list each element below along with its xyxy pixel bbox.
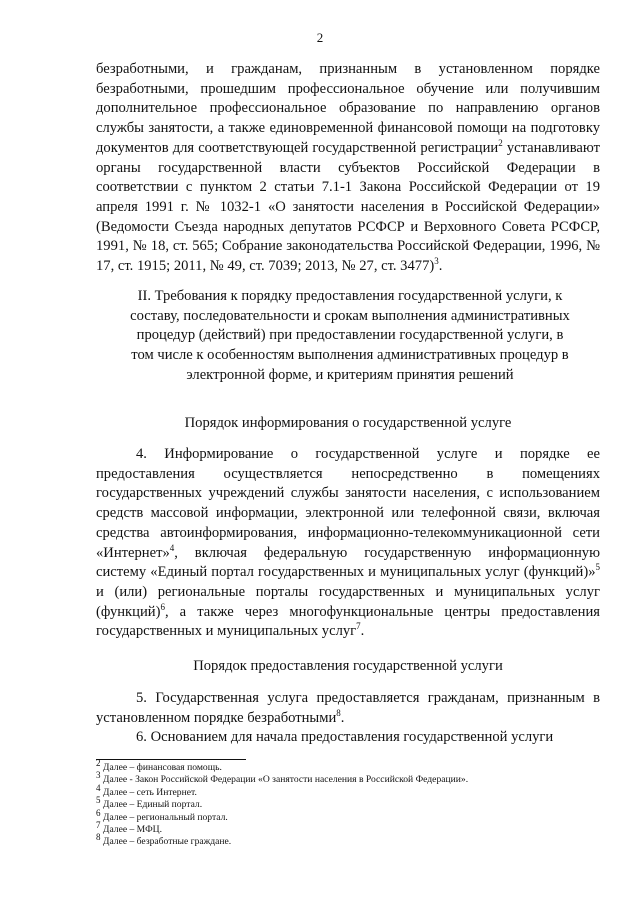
paragraph-4 xyxy=(96,445,600,642)
footnote-ref-8[interactable]: 8 xyxy=(336,707,341,718)
footnotes-list xyxy=(96,757,600,849)
paragraph-5-text: 5. Государственная услуга предоставляется гражданам, признанным в установленном порядке безработными xyxy=(96,690,600,726)
footnote-text: Далее – региональный портал. xyxy=(100,811,228,823)
paragraph-4-part-c: и (или) региональные порталы государственных и муниципальных услуг (функций) xyxy=(96,583,600,620)
footnote-ref-6[interactable]: 6 xyxy=(160,601,165,612)
footnote-ref-3[interactable]: 3 xyxy=(434,256,439,267)
footnote-ref-7[interactable]: 7 xyxy=(356,621,361,632)
footnote-4 xyxy=(96,782,600,799)
footnote-ref-4[interactable]: 4 xyxy=(169,542,175,553)
subheading-providing: Порядок предоставления государственной услуги xyxy=(193,658,503,674)
footnote-number: 5 xyxy=(96,795,101,806)
footnote-number: 4 xyxy=(96,782,101,793)
paragraph-4-block xyxy=(96,445,600,642)
footnote-5 xyxy=(96,795,600,811)
footnote-number: 7 xyxy=(96,819,101,830)
paragraph-continued-tail: устанавливают органы государственной власти субъектов Российской Федерации в соответствии с пунктом 2 статьи 7.1-1 Закона Российской Федерации от 19 апреля 1991 г. № 1032-1 «О занятости населения в Российской Федерации» (Ведомости Съезда народных депутатов РСФСР и Верховного Совета РСФСР, 1991, № 18, ст. 565; Собрание законодательства Российской Федерации, 1996, № 17, ст. 1915; 2011, № 49, ст. 7039; 2013, № 27, ст. 3477) xyxy=(96,139,600,275)
footnote-7 xyxy=(96,819,600,836)
footnote-text: Далее – Единый портал. xyxy=(100,799,203,811)
footnote-6 xyxy=(96,807,600,824)
page-number: 2 xyxy=(316,30,324,45)
footnote-number: 2 xyxy=(96,757,101,768)
paragraph-continued-text: безработными, и гражданам, признанным в установленном порядке безработными, прошедшим профессиональное обучение или получившим дополнительное профессиональное образование по направлению органов службы занятости, а также единовременной финансовой помощи на подготовку документов для соответствующей государственной регистрации xyxy=(96,61,600,156)
footnote-8 xyxy=(96,832,600,848)
paragraph-4-part-e: . xyxy=(360,623,365,640)
paragraph-5-end: . xyxy=(340,709,345,726)
footnote-text: Далее – финансовая помощь. xyxy=(100,762,222,773)
subheading-informing: Порядок информирования о государственной услуге xyxy=(184,415,512,431)
footnote-text: Далее - Закон Российской Федерации «О занятости населения в Российской Федерации». xyxy=(100,774,469,786)
section-heading: II. Требования к порядку предоставления государственной услуги, к составу, последовательности и срокам выполнения административных процедур (действий) при предоставлении государственной услуги, в том числе к особенностям выполнения административных процедур в электронной форме, и критериям принятия решений xyxy=(130,288,570,383)
footnote-3 xyxy=(96,770,600,786)
footnote-text: Далее – безработные граждане. xyxy=(100,836,232,848)
paragraph-5 xyxy=(96,689,600,728)
footnote-text: Далее – МФЦ. xyxy=(100,824,162,836)
paragraph-4-part-d: , а также через многофункциональные центры предоставления государственных и муниципальных услуг xyxy=(96,603,600,640)
paragraph-4-part-b: , включая федеральную государственную информационную систему «Единый портал государственных и муниципальных услуг (функций)» xyxy=(96,544,600,581)
paragraph-6: 6. Основанием для начала предоставления государственной услуги xyxy=(136,729,554,746)
paragraph-continued-end: . xyxy=(438,258,443,275)
footnote-number: 6 xyxy=(96,807,101,818)
footnote-ref-2[interactable]: 2 xyxy=(498,137,503,148)
footnote-text: Далее – сеть Интернет. xyxy=(100,786,197,798)
footnote-number: 8 xyxy=(96,832,101,843)
continued-paragraph xyxy=(96,60,600,277)
paragraph-4-part-a: 4. Информирование о государственной услуге и порядке ее предоставления осуществляется непосредственно в помещениях государственных учреждений службы занятости населения, с использованием средств массовой информации, электронной или телефонной связи, включая средства автоинформирования, информационно-телекоммуникационной сети «Интернет» xyxy=(96,446,600,561)
footnote-number: 3 xyxy=(96,770,101,781)
footnote-2 xyxy=(96,757,600,774)
paragraph-continued xyxy=(96,60,600,277)
footnote-ref-5[interactable]: 5 xyxy=(595,562,600,573)
footnote-divider xyxy=(96,759,246,760)
paragraphs-5-6-block xyxy=(96,689,600,748)
